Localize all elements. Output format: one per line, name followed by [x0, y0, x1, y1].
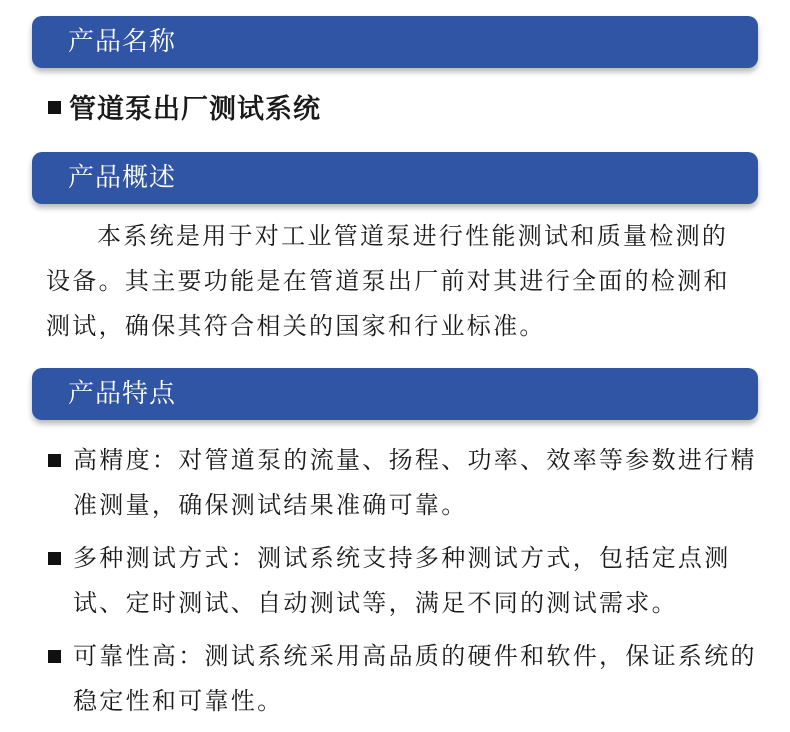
feature-item — [48, 438, 758, 528]
section-title: 产品概述 — [68, 163, 177, 193]
square-bullet-icon — [48, 454, 61, 467]
product-name — [48, 90, 321, 130]
feature-item — [48, 634, 758, 724]
overview-paragraph: 本系统是用于对工业管道泵进行性能测试和质量检测的设备。其主要功能是在管道泵出厂前对其进行全面的检测和测试，确保其符合相关的国家和行业标准。 — [46, 222, 730, 340]
square-bullet-icon — [48, 552, 61, 565]
feature-text: 多种测试方式：测试系统支持多种测试方式，包括定点测试、定时测试、自动测试等，满足不同的测试需求。 — [73, 544, 731, 617]
section-title: 产品特点 — [68, 379, 177, 409]
feature-item — [48, 536, 758, 626]
section-header-product-name — [32, 16, 758, 68]
product-name-text: 管道泵出厂测试系统 — [69, 94, 321, 125]
section-title: 产品名称 — [68, 27, 177, 57]
section-header-overview — [32, 152, 758, 204]
feature-text: 高精度：对管道泵的流量、扬程、功率、效率等参数进行精准测量，确保测试结果准确可靠。 — [73, 446, 757, 519]
section-header-features — [32, 368, 758, 420]
feature-text: 可靠性高：测试系统采用高品质的硬件和软件，保证系统的稳定性和可靠性。 — [73, 642, 757, 715]
square-bullet-icon — [48, 650, 61, 663]
features-list — [48, 438, 758, 732]
square-bullet-icon — [48, 101, 61, 114]
